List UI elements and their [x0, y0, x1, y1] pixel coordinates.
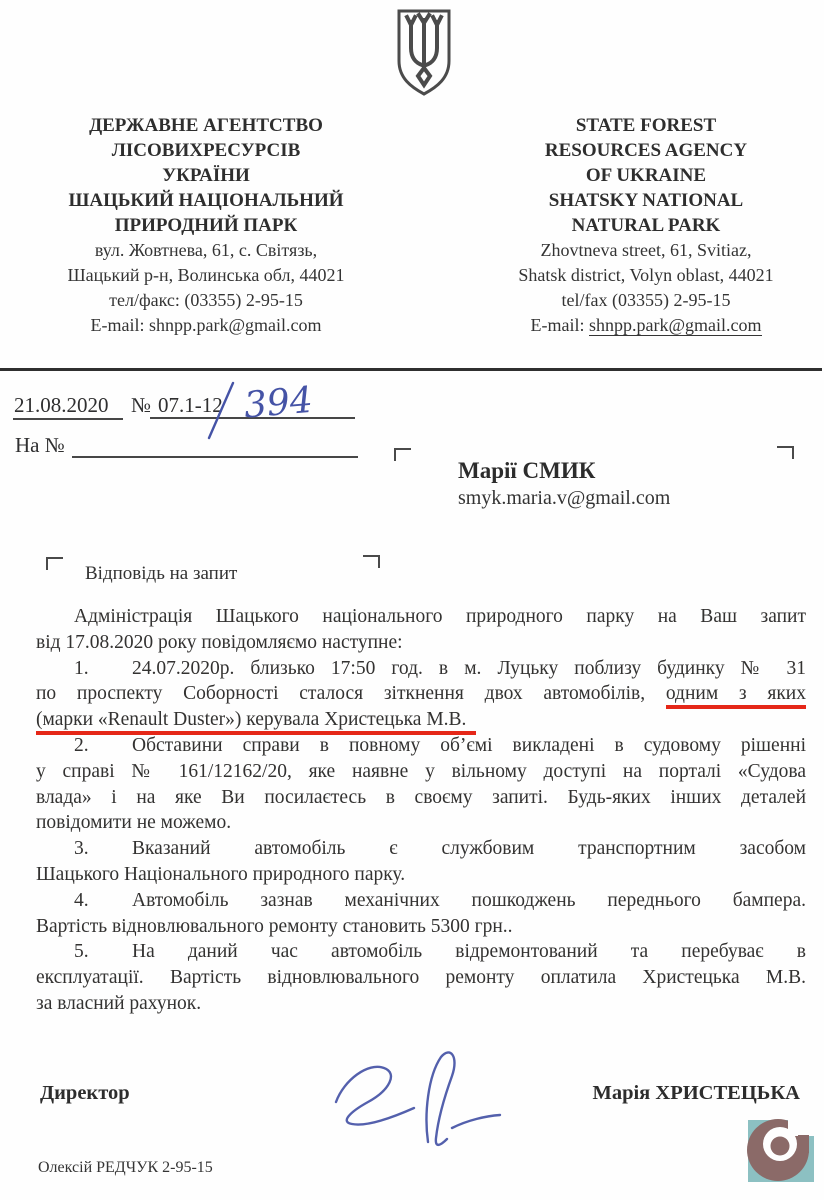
- body-line: [36, 681, 806, 707]
- reply-to-label: На №: [15, 433, 65, 457]
- watermark-logo-icon: [742, 1116, 822, 1200]
- body-line: [36, 759, 806, 785]
- org-phone-line-en: tel/fax (03355) 2-95-15: [561, 290, 731, 310]
- item-number: 5.: [74, 941, 89, 963]
- body-line: [36, 630, 806, 656]
- body-text: На даний час автомобіль відремонтований та перебуває в: [132, 941, 806, 963]
- signature-scribble-ink: [320, 1040, 510, 1155]
- signer-name: Марія ХРИСТЕЦЬКА: [592, 1082, 800, 1104]
- org-title-line-en: OF UKRAINE: [585, 165, 707, 186]
- org-title-line: ДЕРЖАВНЕ АГЕНТСТВО: [89, 115, 323, 136]
- item-number: 1.: [74, 657, 89, 679]
- body-line: [36, 939, 806, 965]
- org-title-line-en: STATE FOREST: [575, 115, 717, 136]
- org-address-line: вул. Жовтнева, 61, с. Світязь,: [94, 240, 318, 260]
- handwritten-number-text: 394: [242, 379, 315, 427]
- letterhead-left: [38, 113, 374, 338]
- item-number: 3.: [74, 838, 89, 860]
- body-text: по проспекту Соборності сталося зіткнення двох автомобілів,: [36, 683, 666, 705]
- org-title-line: ПРИРОДНИЙ ПАРК: [114, 215, 298, 236]
- executor-note: Олексій РЕДЧУК 2-95-15: [38, 1159, 213, 1176]
- org-title-line: ШАЦЬКИЙ НАЦІОНАЛЬНИЙ: [68, 190, 344, 211]
- body-text: Автомобіль зазнав механічних пошкоджень переднього бампера.: [132, 889, 806, 911]
- corner-mark: [363, 555, 380, 568]
- date-underline: [13, 418, 123, 420]
- red-marker-underlined-text: одним з яких: [666, 683, 806, 709]
- body-line: [36, 656, 806, 682]
- org-title-line: УКРАЇНИ: [162, 165, 250, 186]
- body-line: [36, 965, 806, 991]
- body-text: від 17.08.2020 року повідомляємо наступне:: [36, 631, 403, 653]
- body-line: [36, 862, 806, 888]
- body-line: [36, 991, 806, 1017]
- email-label: E-mail:: [530, 315, 589, 335]
- red-marker-underlined-text: (марки «Renault Duster») керувала Христецька М.В.: [36, 709, 476, 735]
- subject-line: Відповідь на запит: [85, 563, 238, 584]
- body-text: Вказаний автомобіль є службовим транспортним засобом: [132, 838, 806, 860]
- body-line: [36, 707, 806, 733]
- org-title-line-en: NATURAL PARK: [571, 215, 721, 236]
- body-text: Обставини справи в повному об’ємі викладені в судовому рішенні: [132, 734, 806, 756]
- body-line: [36, 733, 806, 759]
- org-address-line-en: Shatsk district, Volyn oblast, 44021: [518, 265, 774, 285]
- body-text: за власний рахунок.: [36, 992, 202, 1014]
- corner-mark: [777, 446, 794, 459]
- body-text: влада» і на яке Ви посилаєтесь в своєму запиті. Будь-яких інших деталей: [36, 786, 806, 808]
- org-address-line: Шацький р-н, Волинська обл, 44021: [67, 265, 345, 285]
- org-title-line-en: RESOURCES AGENCY: [544, 140, 748, 161]
- body-text: Адміністрація Шацького національного природного парку на Ваш запит: [74, 606, 806, 627]
- ref-number: 07.1-12: [158, 393, 223, 417]
- body-line: [36, 810, 806, 836]
- letter-date: 21.08.2020: [14, 393, 109, 417]
- org-title-line: ЛІСОВИХРЕСУРСІВ: [111, 140, 301, 161]
- corner-mark: [46, 557, 63, 570]
- body-line: [36, 836, 806, 862]
- recipient-name: Марії СМИК: [458, 458, 596, 483]
- corner-mark: [394, 448, 411, 461]
- org-email-line-en: [478, 313, 814, 338]
- item-number: 2.: [74, 734, 89, 756]
- body-text: Вартість відновлювального ремонту становить 5300 грн..: [36, 915, 513, 937]
- body-text: у справі № 161/12162/20, яке наявне у вільному доступі на порталі «Судова: [36, 760, 806, 782]
- body-text: повідомити не можемо.: [36, 812, 232, 834]
- body-text: експлуатації. Вартість відновлювального ремонту оплатила Христецька М.В.: [36, 967, 806, 989]
- reply-to-underline: [72, 456, 358, 458]
- body-line: [36, 888, 806, 914]
- handwritten-number-ink: [195, 375, 325, 445]
- org-address-line-en: Zhovtneva street, 61, Svitiaz,: [540, 240, 752, 260]
- body-text: Шацького Національного природного парку.: [36, 863, 406, 885]
- org-phone-line: тел/факс: (03355) 2-95-15: [109, 290, 303, 310]
- org-email-underlined: shnpp.park@gmail.com: [588, 315, 762, 335]
- letterhead-right: [478, 113, 814, 338]
- header-divider-rule: [0, 368, 822, 371]
- signer-role: Директор: [40, 1082, 130, 1104]
- ref-number-label: №: [131, 393, 152, 417]
- org-email-line: E-mail: shnpp.park@gmail.com: [90, 315, 322, 335]
- ukraine-trident-emblem-icon: [384, 6, 464, 98]
- item-number: 4.: [74, 889, 89, 911]
- body-line: [36, 785, 806, 811]
- body-line: [36, 914, 806, 940]
- body-line: [36, 604, 806, 630]
- recipient-email: smyk.maria.v@gmail.com: [458, 487, 671, 509]
- letter-body: [36, 604, 806, 1017]
- body-text: 24.07.2020р. близько 17:50 год. в м. Луцьку поблизу будинку № 31: [132, 657, 806, 679]
- org-title-line-en: SHATSKY NATIONAL: [548, 190, 744, 211]
